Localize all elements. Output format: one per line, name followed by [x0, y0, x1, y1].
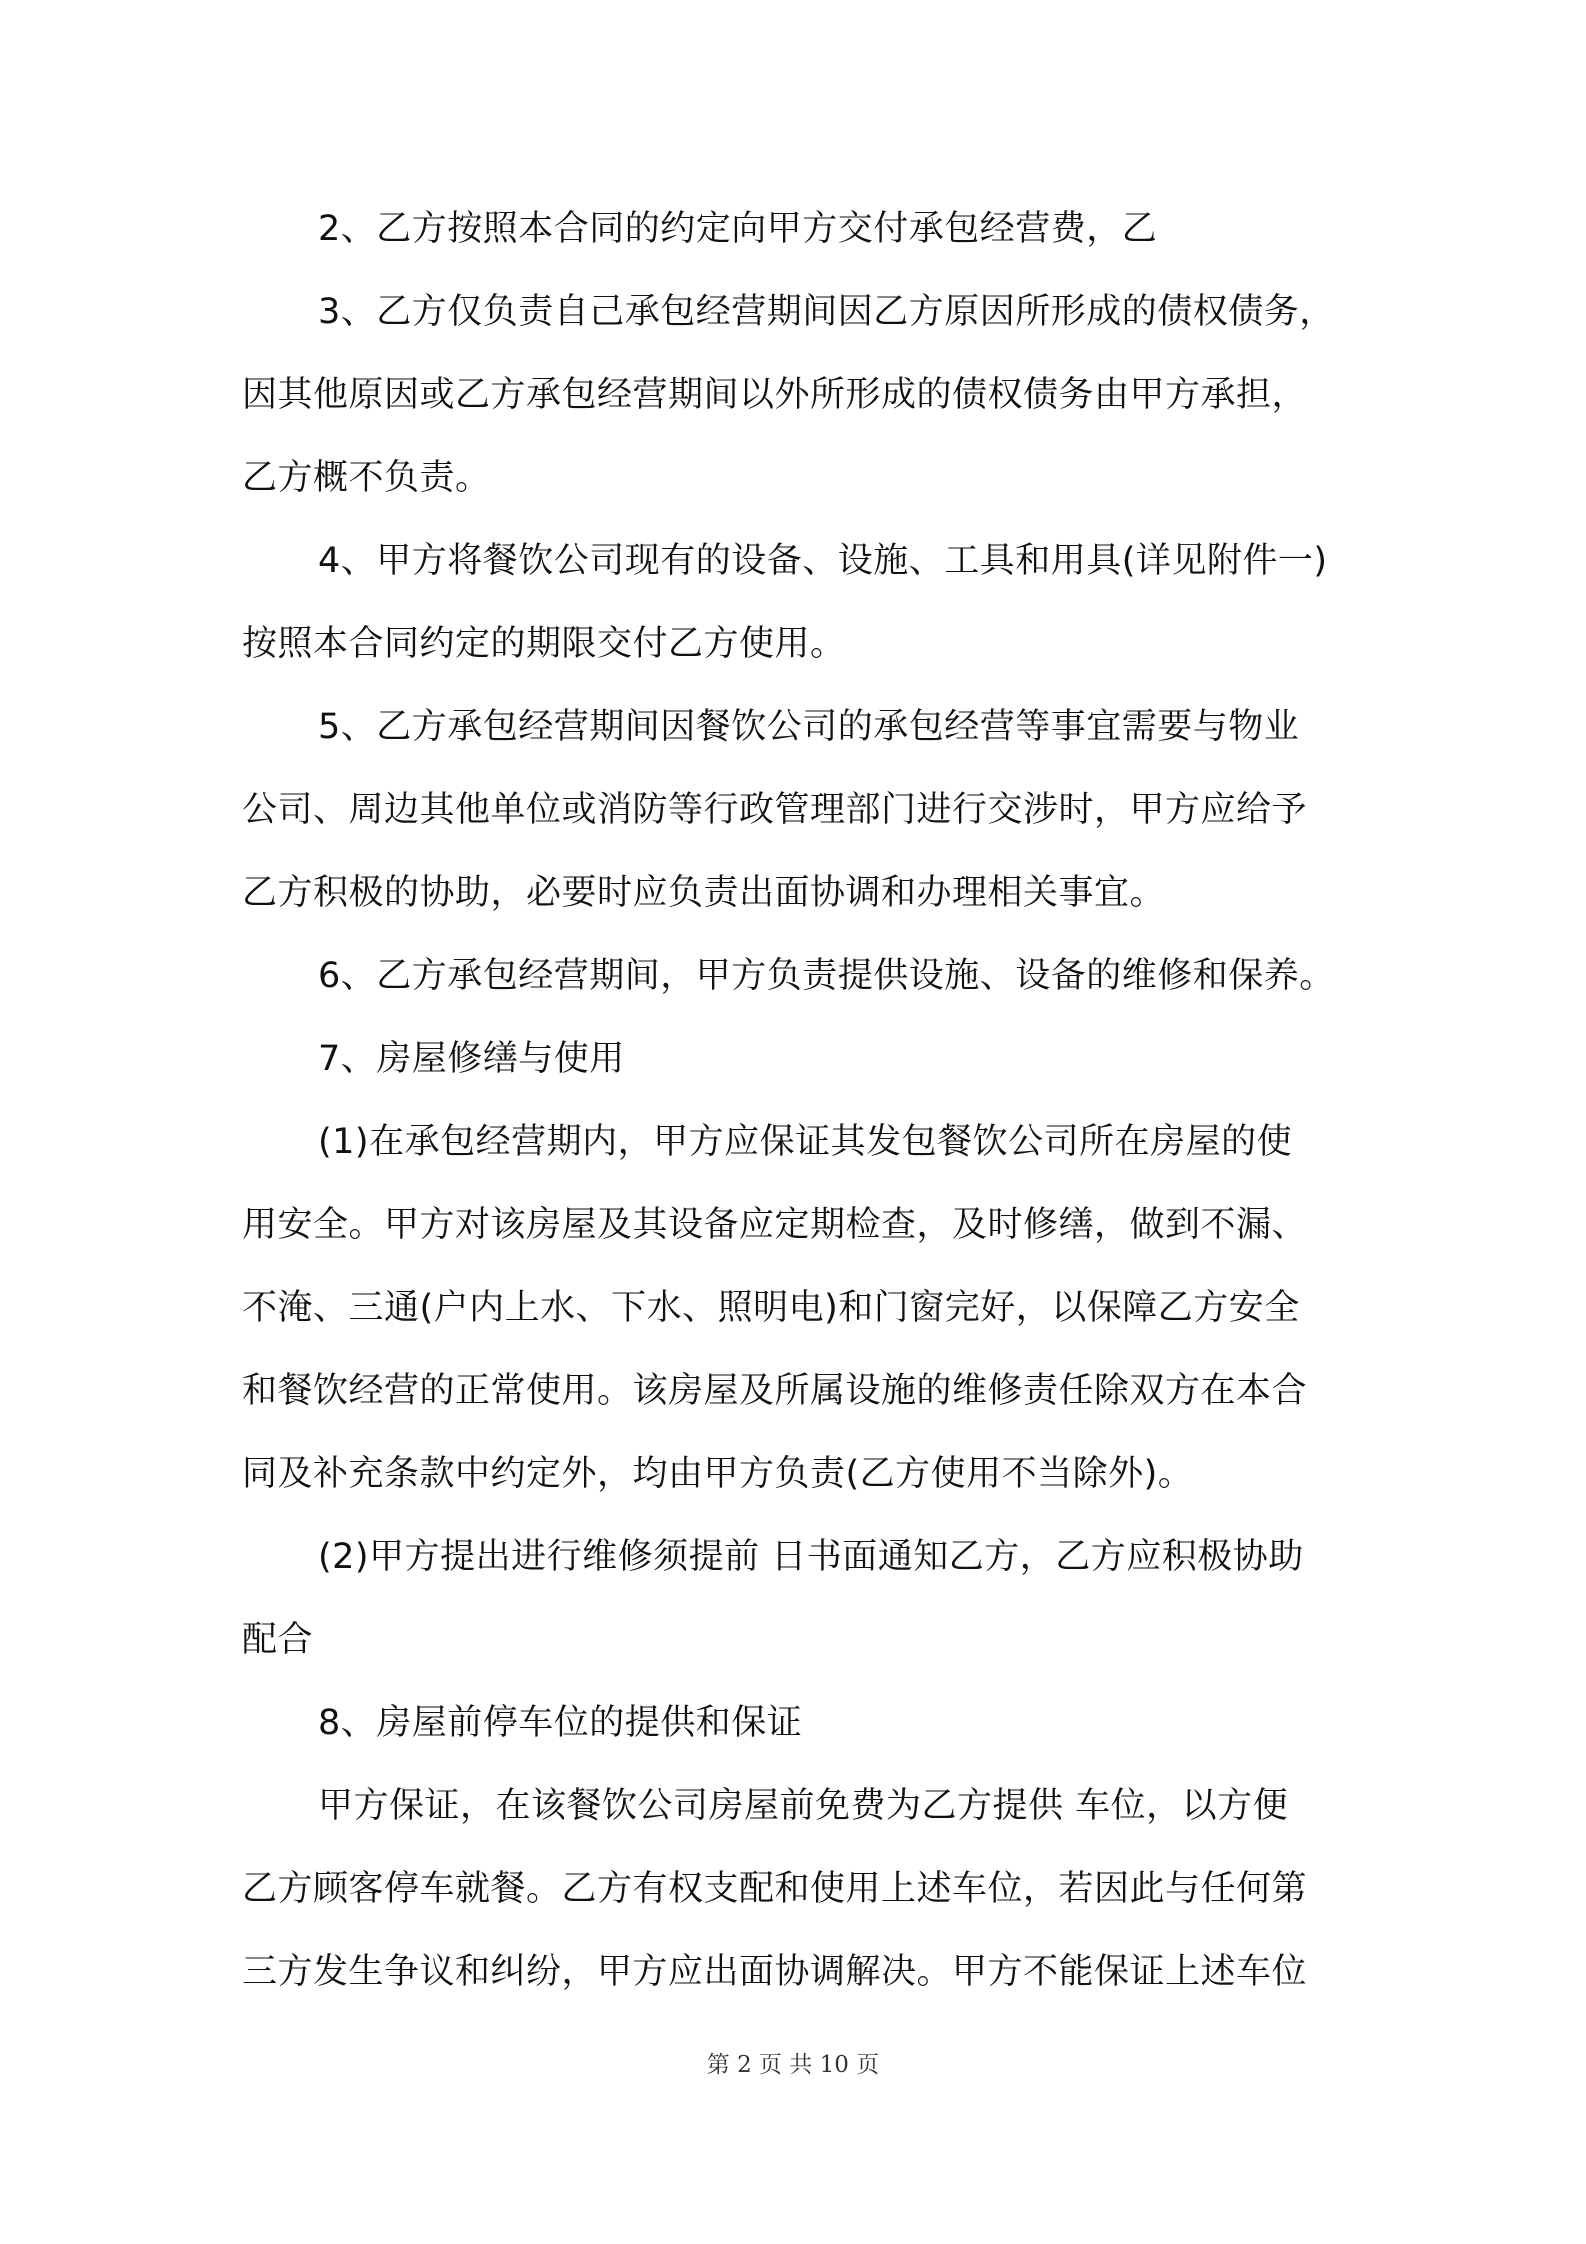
text-line: 因其他原因或乙方承包经营期间以外所形成的债权债务由甲方承担，	[242, 375, 1308, 415]
text-line: 3、乙方仅负责自己承包经营期间因乙方原因所形成的债权债务，	[318, 292, 1335, 332]
text-line: 乙方概不负责。	[242, 458, 491, 498]
text-line: 不淹、三通(户内上水、下水、照明电)和门窗完好，以保障乙方安全	[242, 1288, 1300, 1328]
text-line: 用安全。甲方对该房屋及其设备应定期检查，及时修缮，做到不漏、	[242, 1205, 1308, 1245]
text-line: 三方发生争议和纠纷，甲方应出面协调解决。甲方不能保证上述车位	[242, 1952, 1308, 1992]
text-line: 甲方保证，在该餐饮公司房屋前免费为乙方提供 车位，以方便	[318, 1786, 1289, 1826]
text-line: 和餐饮经营的正常使用。该房屋及所属设施的维修责任除双方在本合	[242, 1371, 1308, 1411]
text-line: 8、房屋前停车位的提供和保证	[318, 1703, 803, 1743]
text-line: 6、乙方承包经营期间，甲方负责提供设施、设备的维修和保养。	[318, 956, 1335, 996]
text-line: 2、乙方按照本合同的约定向甲方交付承包经营费，乙	[318, 209, 1158, 249]
text-line: 乙方积极的协助，必要时应负责出面协调和办理相关事宜。	[242, 873, 1166, 913]
page-footer: 第 2 页 共 10 页	[706, 2052, 880, 2078]
text-line: 配合	[242, 1620, 314, 1660]
text-line: 7、房屋修缮与使用	[318, 1039, 625, 1079]
text-line: 乙方顾客停车就餐。乙方有权支配和使用上述车位，若因此与任何第	[242, 1869, 1308, 1909]
text-line: 按照本合同约定的期限交付乙方使用。	[242, 624, 846, 664]
text-line: 4、甲方将餐饮公司现有的设备、设施、工具和用具(详见附件一)	[318, 541, 1328, 581]
text-line: 公司、周边其他单位或消防等行政管理部门进行交涉时，甲方应给予	[242, 790, 1308, 830]
text-line: 同及补充条款中约定外，均由甲方负责(乙方使用不当除外)。	[242, 1454, 1194, 1494]
text-line: (1)在承包经营期内，甲方应保证其发包餐饮公司所在房屋的使	[318, 1122, 1293, 1162]
text-line: 5、乙方承包经营期间因餐饮公司的承包经营等事宜需要与物业	[318, 707, 1300, 747]
text-line: (2)甲方提出进行维修须提前 日书面通知乙方，乙方应积极协助	[318, 1537, 1304, 1577]
